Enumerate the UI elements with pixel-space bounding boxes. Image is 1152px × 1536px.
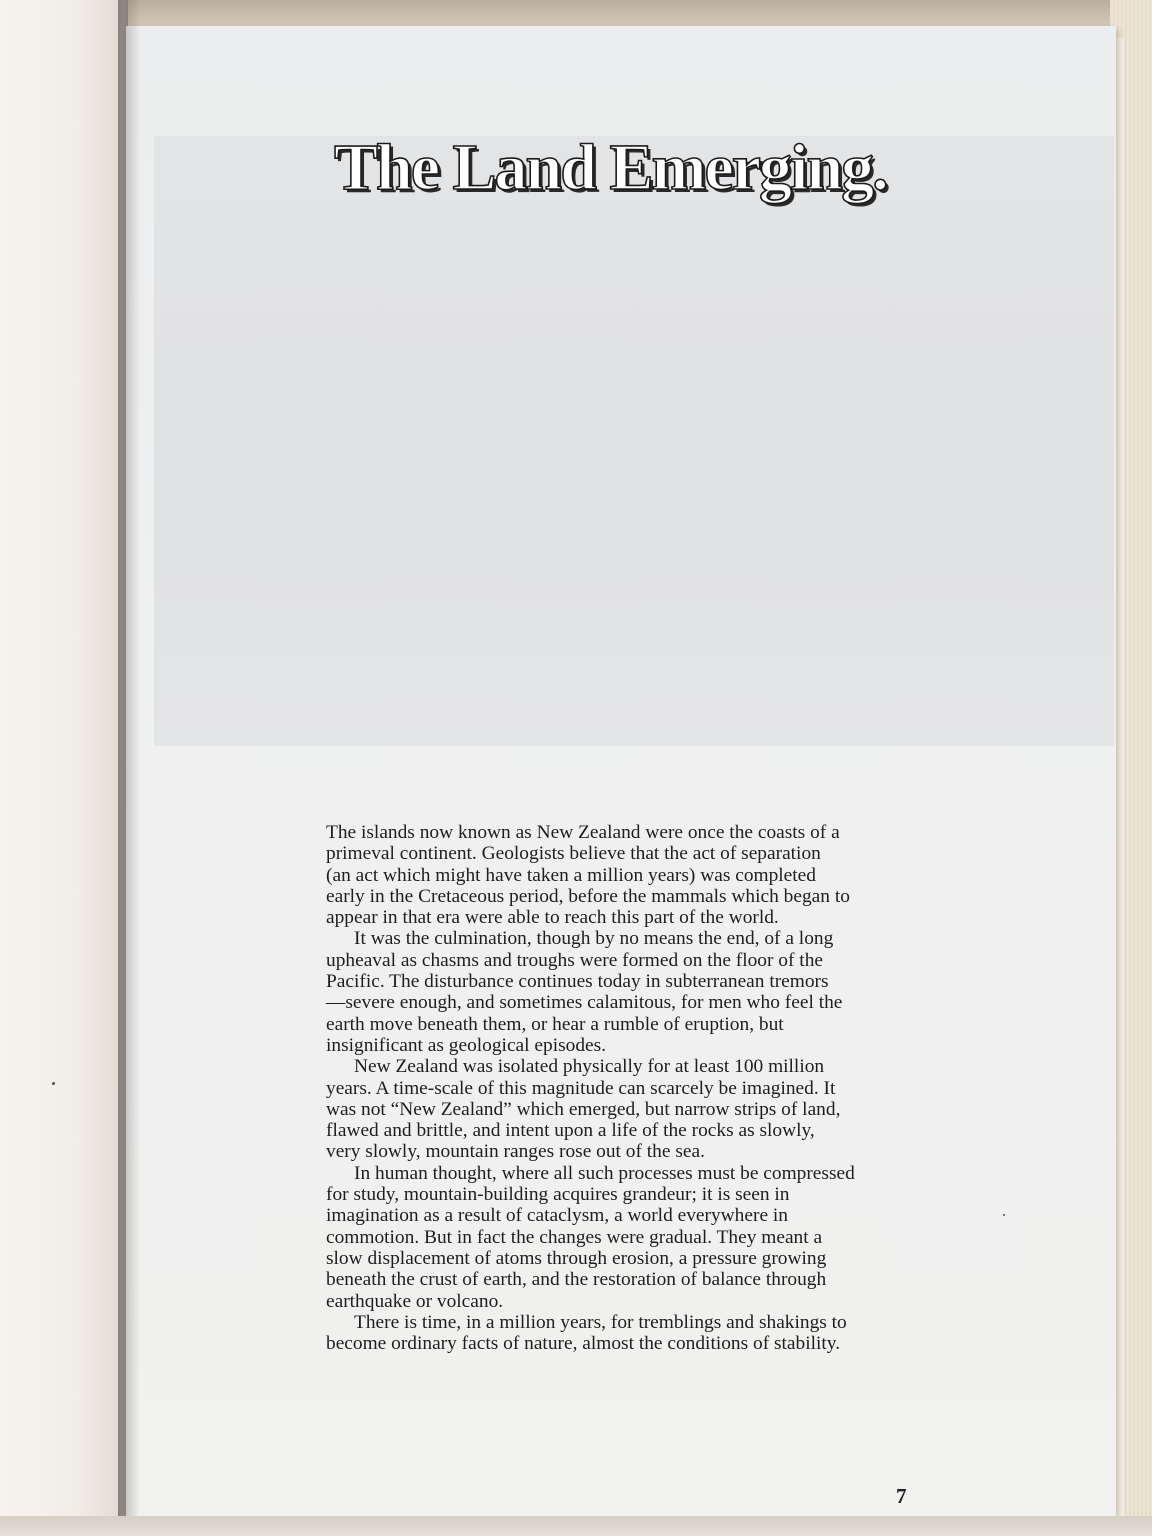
text-line: become ordinary facts of nature, almost the conditions of stability.	[326, 1333, 841, 1355]
text-line: very slowly, mountain ranges rose out of the sea.	[326, 1141, 705, 1163]
text-line: slow displacement of atoms through erosion, a pressure growing	[326, 1247, 827, 1269]
paper-speck	[1003, 1214, 1005, 1216]
text-line: commotion. But in fact the changes were gradual. They meant a	[326, 1226, 823, 1248]
text-line: beneath the crust of earth, and the restoration of balance through	[326, 1269, 827, 1291]
left-page	[0, 0, 128, 1536]
text-line: earth move beneath them, or hear a rumble of eruption, but	[326, 1013, 784, 1035]
text-line: In human thought, where all such processes must be compressed	[354, 1162, 855, 1184]
text-line: —severe enough, and sometimes calamitous, for men who feel the	[326, 992, 843, 1014]
text-line: Pacific. The disturbance continues today in subterranean tremors	[326, 971, 829, 993]
paper-speck	[52, 1082, 55, 1085]
text-line: was not “New Zealand” which emerged, but narrow strips of land,	[326, 1098, 841, 1120]
book-gutter-shadow	[118, 0, 140, 1536]
faded-bleed-through-area	[154, 131, 1114, 746]
text-line: (an act which might have taken a million years) was completed	[326, 864, 816, 886]
chapter-title: The Land Emerging.	[334, 131, 887, 204]
page-number: 7	[896, 1484, 907, 1508]
text-line: for study, mountain-building acquires grandeur; it is seen in	[326, 1184, 790, 1206]
text-line: earthquake or volcano.	[326, 1290, 504, 1312]
text-line: flawed and brittle, and intent upon a life of the rocks as slowly,	[326, 1120, 815, 1142]
text-line: The islands now known as New Zealand were once the coasts of a	[326, 822, 840, 843]
body-text	[326, 822, 976, 1354]
text-line: early in the Cretaceous period, before the mammals which began to	[326, 885, 850, 907]
text-line: insignificant as geological episodes.	[326, 1034, 607, 1056]
text-line: It was the culmination, though by no means the end, of a long	[354, 928, 834, 950]
text-line: upheaval as chasms and troughs were formed on the floor of the	[326, 949, 823, 971]
text-line: There is time, in a million years, for tremblings and shakings to	[354, 1311, 847, 1333]
text-line: imagination as a result of cataclysm, a world everywhere in	[326, 1205, 788, 1227]
text-line: appear in that era were able to reach this part of the world.	[326, 907, 779, 929]
text-line: New Zealand was isolated physically for at least 100 million	[354, 1056, 825, 1078]
text-line: years. A time-scale of this magnitude can scarcely be imagined. It	[326, 1077, 836, 1099]
background-bottom	[0, 1516, 1152, 1536]
text-line: primeval continent. Geologists believe that the act of separation	[326, 843, 821, 865]
